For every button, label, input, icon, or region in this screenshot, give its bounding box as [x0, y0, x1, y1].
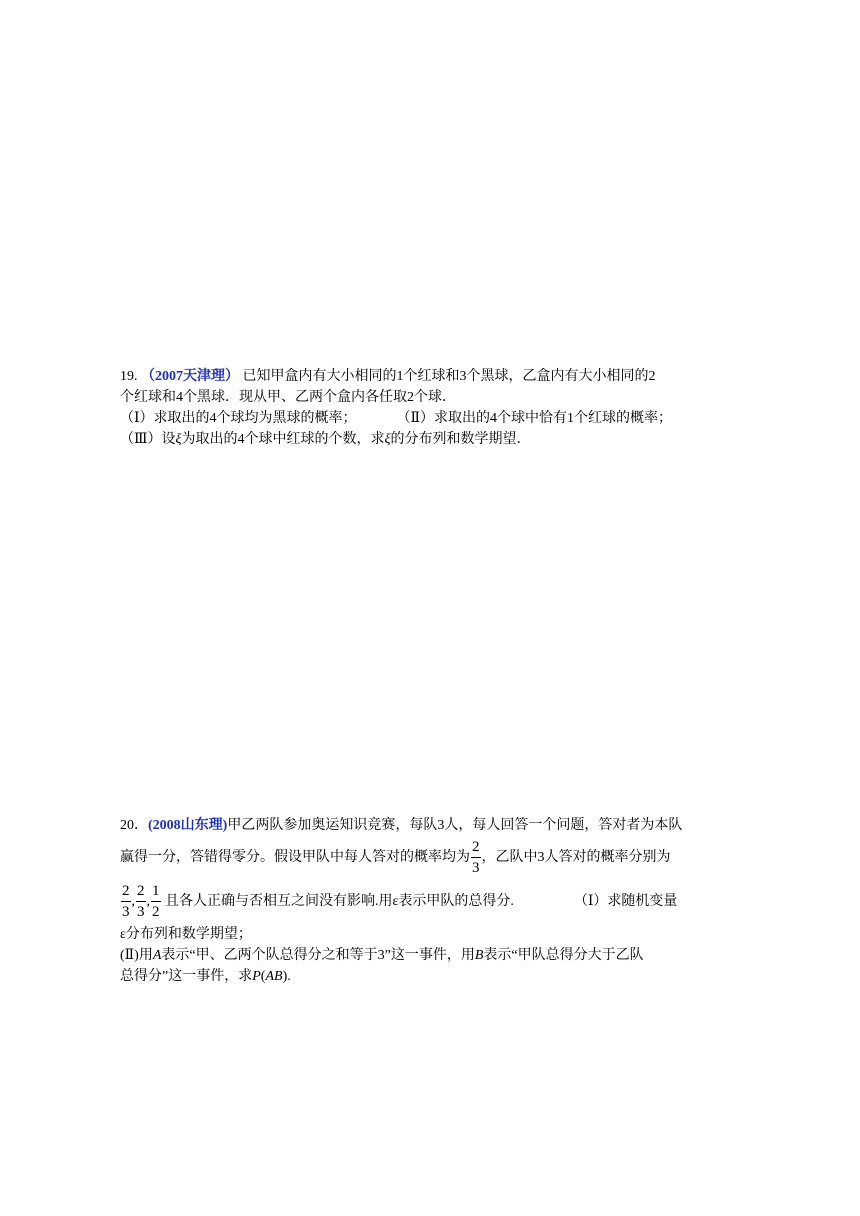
problem-19-part-3-c: 的分布列和数学期望．	[390, 432, 531, 447]
problem-20-text-5a: (Ⅱ)用	[120, 948, 153, 963]
problem-19-text-1: 已知甲盒内有大小相同的1个红球和3个黑球，乙盒内有大小相同的2	[242, 369, 656, 384]
problem-20-text-2b: ，乙队中3人答对的概率分别为	[481, 850, 671, 865]
problem-20-text-1: 甲乙两队参加奥运知识竞赛，每队3人，每人回答一个问题，答对者为本队	[227, 818, 683, 833]
problem-19-text-2: 个红球和4个黑球．现从甲、乙两个盒内各任取2个球．	[120, 390, 456, 405]
problem-20-text-2a: 赢得一分，答错得零分。假设甲队中每人答对的概率均为	[120, 850, 470, 865]
variable-b: B	[474, 948, 484, 963]
problem-19	[120, 366, 740, 450]
event-ab: AB	[265, 969, 283, 984]
problem-19-number: 19.	[120, 369, 138, 384]
xi-symbol: ξ	[175, 432, 182, 447]
problem-20-line-5	[120, 945, 740, 966]
problem-20-text-3a: 且各人正确与否相互之间没有影响.用ε表示甲队的总得分.	[165, 894, 514, 909]
probability-p: P	[252, 969, 261, 984]
problem-20-text-4: ε分布列和数学期望；	[120, 927, 252, 942]
problem-20-line-4	[120, 924, 740, 945]
problem-19-line-4	[120, 429, 740, 450]
fraction-1: $\frac{2}{3}$	[122, 882, 130, 920]
problem-19-part-2: （Ⅱ）求取出的4个球中恰有1个红球的概率；	[396, 411, 673, 426]
problem-20-text-3b: （Ⅰ）求随机变量	[573, 894, 678, 909]
paren-open: (	[260, 969, 266, 984]
problem-19-part-3-b: 为取出的4个球中红球的个数，求	[181, 432, 385, 447]
problem-19-part-1: （Ⅰ）求取出的4个球均为黑球的概率；	[120, 411, 357, 426]
problem-19-line-1	[120, 366, 740, 387]
problem-20	[120, 815, 740, 987]
comma-2: ,	[146, 894, 150, 909]
problem-20-text-5c: 表示“甲队总得分大于乙队	[483, 948, 644, 963]
problem-19-source: （2007天津理）	[141, 369, 239, 384]
fraction-3: $\frac{1}{2}$	[152, 882, 160, 920]
xi-symbol-2: ξ	[384, 432, 391, 447]
problem-20-source: (2008山东理)	[148, 818, 228, 833]
problem-20-line-6	[120, 966, 740, 987]
problem-20-text-6a: 总得分”这一事件，求	[120, 969, 253, 984]
problem-19-line-3	[120, 408, 740, 429]
problem-20-text-5b: 表示“甲、乙两个队总得分之和等于3”这一事件，用	[161, 948, 475, 963]
problem-20-line-1	[120, 815, 740, 836]
comma-1: ,	[131, 894, 135, 909]
problem-20-line-2	[120, 836, 740, 880]
variable-a: A	[152, 948, 162, 963]
problem-20-line-3	[120, 880, 740, 924]
problem-19-line-2	[120, 387, 740, 408]
fraction-2: $\frac{2}{3}$	[137, 882, 145, 920]
problem-19-part-3-a: （Ⅲ）设	[120, 432, 176, 447]
problem-20-text-6-end: ).	[282, 969, 291, 984]
fraction-two-thirds: $\frac{2}{3}$	[472, 838, 480, 876]
problem-20-number: 20．	[120, 818, 148, 833]
